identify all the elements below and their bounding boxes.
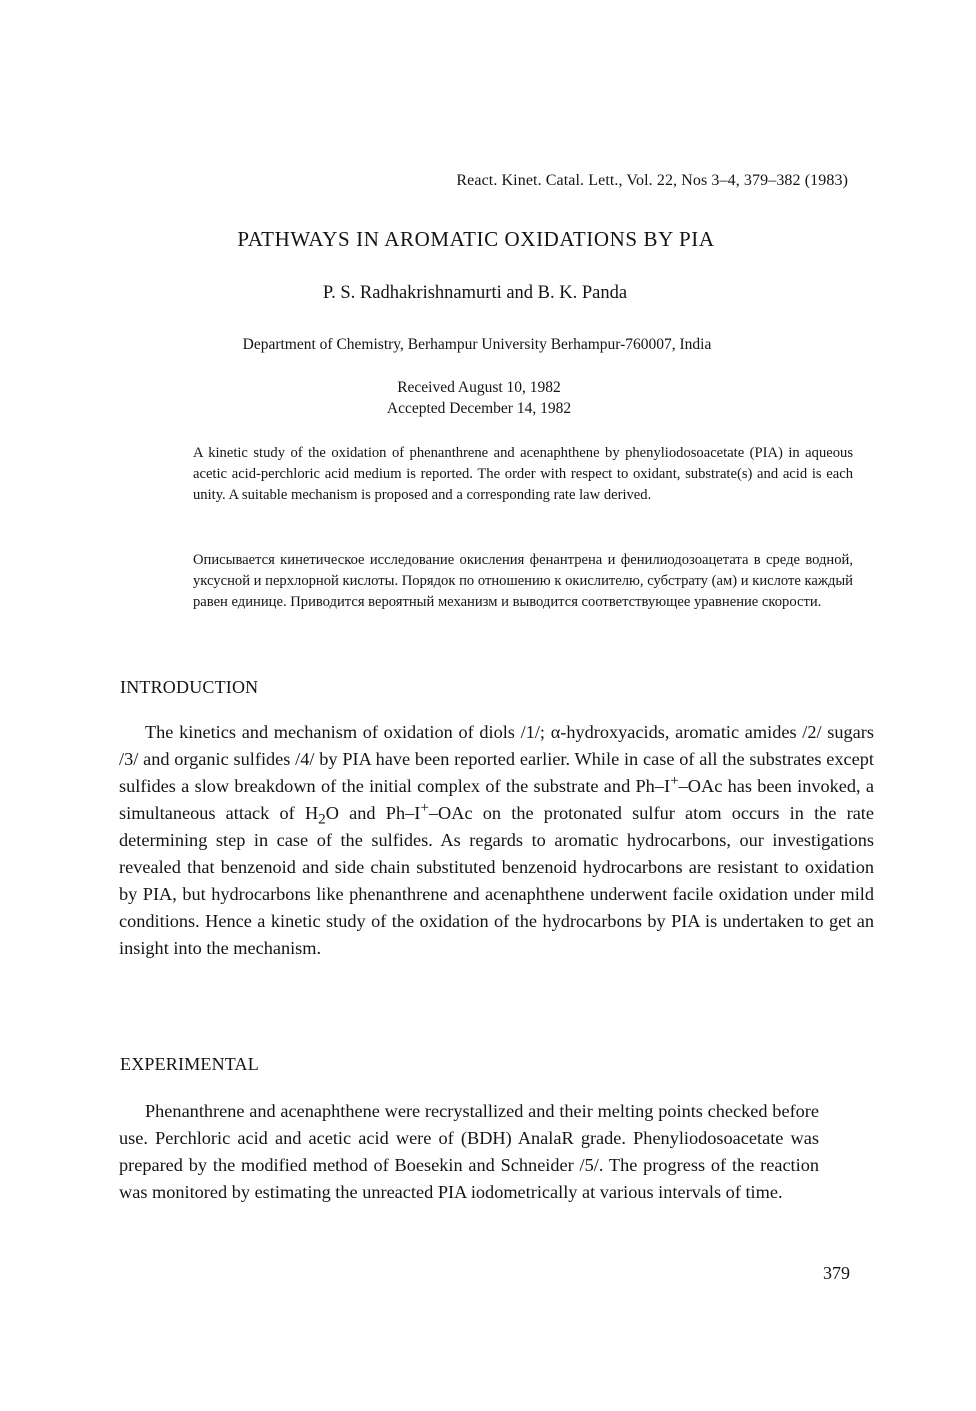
introduction-heading: INTRODUCTION <box>120 677 259 697</box>
author-affiliation: Department of Chemistry, Berhampur University Berhampur-760007, India <box>242 336 712 353</box>
subscript-two: 2 <box>318 810 326 828</box>
article-authors: P. S. Radhakrishnamurti and B. K. Panda <box>322 283 628 303</box>
intro-text-1: The kinetics and mechanism of oxidation of diols /1/; α-hydroxyacids, aromatic amides /2/ sugars /3/ and organic sulfides /4/ by PIA have been reported earlier. While in case of all the substrates except sulfides a slow breakdown of the initial complex of the substrate and Ph–I <box>119 722 874 796</box>
journal-citation: React. Kinet. Catal. Lett., Vol. 22, Nos 3–4, 379–382 (1983) <box>456 172 848 189</box>
introduction-paragraph <box>119 719 874 962</box>
superscript-plus: + <box>420 798 429 816</box>
experimental-paragraph: Phenanthrene and acenaphthene were recrystallized and their melting points checked before use. Perchloric acid and acetic acid were of (BDH) AnalaR grade. Phenyliodosoacetate was prepared by the modified method of Boesekin and Schneider /5/. The progress of the reaction was monitored by estimating the unreacted PIA iodometrically at various intervals of time. <box>119 1101 819 1202</box>
experimental-heading: EXPERIMENTAL <box>120 1054 259 1074</box>
abstract-english: A kinetic study of the oxidation of phenanthrene and acenaphthene by phenyliodosoacetate (PIA) in aqueous acetic acid-perchloric acid medium is reported. The order with respect to oxidant, substrate(s) and acid is each unity. A suitable mechanism is proposed and a corresponding rate law derived. <box>193 445 853 503</box>
received-date: Received August 10, 1982 <box>397 379 561 396</box>
abstract-russian: Описывается кинетическое исследование окисления фенантрена и фенилиодозоацетата в среде водной, уксусной и перхлорной кислоты. Порядок по отношению к окислителю, субстрату (ам) и кислоте каждый равен единице. Приводится вероятный механизм и выводится соответствующее уравнение скорости. <box>193 552 853 610</box>
article-title: PATHWAYS IN AROMATIC OXIDATIONS BY PIA <box>237 227 715 251</box>
accepted-date: Accepted December 14, 1982 <box>386 400 572 417</box>
article-dates <box>0 377 958 419</box>
intro-text-2: –OAc has been invoked, a simultaneous attack of H <box>119 776 874 823</box>
intro-text-3: O and Ph–I <box>325 803 421 823</box>
superscript-plus: + <box>670 771 679 789</box>
intro-text-4: –OAc on the protonated sulfur atom occurs in the rate determining step in case of the sulfides. As regards to aromatic hydrocarbons, our investigations revealed that benzenoid and side chain substituted benzenoid hydrocarbons are resistant to oxidation by PIA, but hydrocarbons like phenanthrene and acenaphthene underwent facile oxidation under mild conditions. Hence a kinetic study of the oxidation of the hydrocarbons by PIA is undertaken to get an insight into the mechanism. <box>119 803 874 958</box>
page-number: 379 <box>823 1263 850 1283</box>
